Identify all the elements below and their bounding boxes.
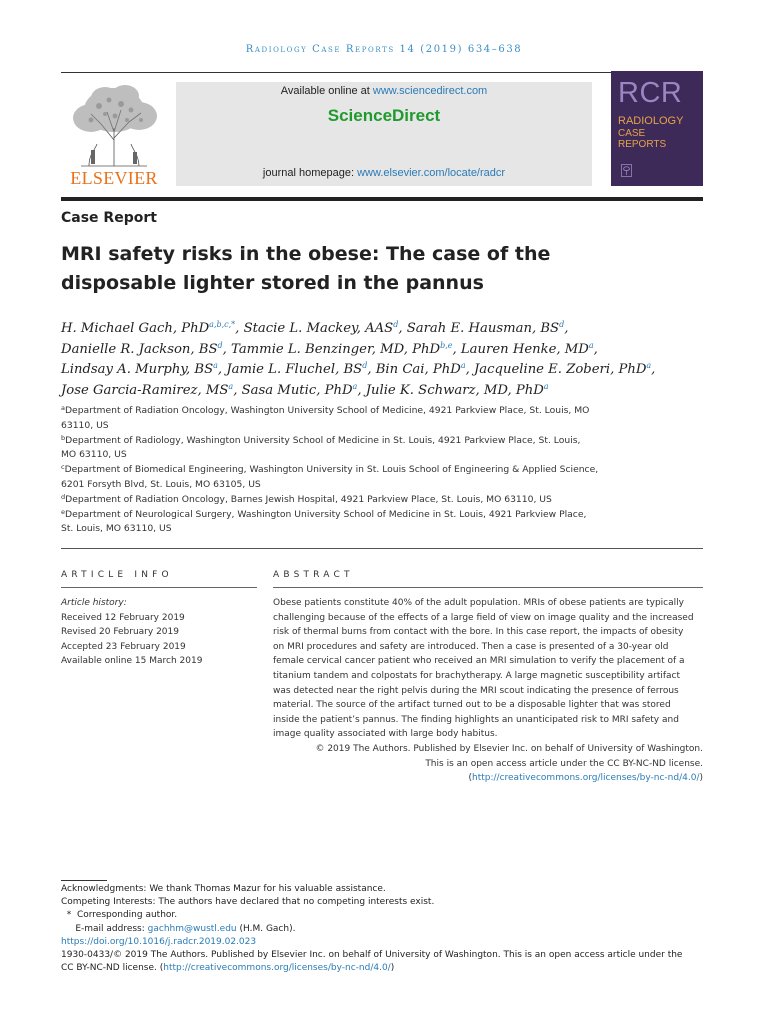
abstract-line: inside the patient’s pannus. The finding highlights an unanticipated risk to MRI safety and: [273, 714, 679, 725]
acknowledgments: Acknowledgments: We thank Thomas Mazur for his valuable assistance.: [61, 884, 386, 894]
issn-line: 1930-0433/© 2019 The Authors. Published by Elsevier Inc. on behalf of University of Washington. This is an open access article under the: [61, 950, 683, 961]
license-paren-close: ): [699, 773, 703, 784]
corresponding-mark: *: [66, 910, 72, 921]
author-separator: ,: [564, 321, 569, 336]
affiliation-line: [61, 493, 621, 508]
article-title-line: MRI safety risks in the obese: The case of the: [61, 243, 551, 265]
abstract-line: image quality associated with large body habitus.: [273, 729, 498, 740]
author-name[interactable]: Jacqueline E. Zoberi, PhD: [473, 362, 647, 377]
journal-homepage-label: journal homepage:: [262, 167, 358, 179]
affiliation-mark: b: [61, 433, 66, 442]
abstract-heading: ABSTRACT: [273, 570, 354, 580]
author-affiliation-marks[interactable]: a: [460, 361, 466, 370]
author-affiliation-marks[interactable]: d: [393, 320, 399, 329]
affiliation-line: [61, 508, 621, 523]
article-info-rule: [61, 587, 257, 588]
author-name[interactable]: Sarah E. Hausman, BS: [406, 321, 560, 336]
copyright-line: This is an open access article under the CC BY-NC-ND license.: [425, 758, 703, 769]
affiliation-text: Department of Radiation Oncology, Barnes Jewish Hospital, 4921 Parkview Place, St. Louis, MO 63110, US: [65, 493, 552, 505]
license-footer-line: [61, 962, 711, 975]
author-line: [61, 381, 711, 402]
affiliation-mark: c: [61, 463, 65, 472]
abstract-line: risk of thermal burns from contact with the bore. In this case report, the impacts of obesity: [273, 627, 684, 638]
journal-cover-title-line: CASE: [618, 128, 646, 139]
author-separator: ,: [217, 362, 227, 377]
abstract-line: material. The source of the artifact turned out to be a disposable lighter that was stored: [273, 700, 671, 711]
license-paren-open: (: [468, 773, 472, 784]
author-separator: ,: [452, 341, 461, 357]
affiliation-text: 6201 Forsyth Blvd, St. Louis, MO 63105, US: [61, 478, 261, 490]
author-affiliation-marks[interactable]: a: [213, 361, 218, 370]
available-online-date: Available online 15 March 2019: [61, 656, 203, 667]
license-link[interactable]: http://creativecommons.org/licenses/by-nc-nd/4.0/: [472, 773, 700, 784]
affiliation-text: Department of Radiation Oncology, Washington University School of Medicine, 4921 Parkview Place, St. Louis, MO: [64, 405, 590, 416]
author-separator: ,: [593, 341, 598, 357]
affiliation-mark: d: [61, 492, 66, 501]
revised-date: Revised 20 February 2019: [61, 627, 179, 638]
affiliation-text: 63110, US: [61, 419, 109, 431]
author-name[interactable]: Tammie L. Benzinger, MD, PhD: [231, 341, 441, 357]
author-affiliation-marks[interactable]: a,b,c,*: [209, 320, 236, 329]
abstract-line: challenging because of the effects of a large field of view on image quality and the increased: [273, 612, 694, 623]
author-name[interactable]: Danielle R. Jackson, BS: [61, 341, 218, 357]
affiliation-text: Department of Radiology, Washington University School of Medicine in St. Louis, 4921 Parkview Place, St. Louis,: [65, 434, 581, 446]
author-separator: ,: [367, 362, 376, 377]
affiliation-line: [61, 404, 621, 419]
footnote-rule: [61, 880, 107, 881]
author-separator: ,: [398, 321, 407, 336]
doi-link[interactable]: https://doi.org/10.1016/j.radcr.2019.02.023: [61, 936, 257, 947]
author-name[interactable]: H. Michael Gach, PhD: [61, 321, 210, 336]
author-line: [61, 319, 711, 340]
abstract-body: [273, 596, 703, 786]
journal-homepage-link[interactable]: www.elsevier.com/locate/radcr: [357, 167, 506, 179]
author-name[interactable]: Julie K. Schwarz, MD, PhD: [365, 382, 544, 398]
author-name[interactable]: Stacie L. Mackey, AAS: [243, 321, 394, 336]
author-separator: ,: [357, 382, 366, 398]
author-name[interactable]: Jamie L. Fluchel, BS: [226, 362, 363, 377]
email-owner: (H.M. Gach).: [236, 923, 296, 934]
received-date: Received 12 February 2019: [61, 612, 185, 623]
sciencedirect-logo[interactable]: ScienceDirect: [327, 106, 441, 125]
abstract-line: titanium tandem and colpostats for brachytherapy. A large magnetic susceptibility artifact: [273, 670, 681, 681]
author-affiliation-marks[interactable]: a: [543, 381, 549, 391]
journal-cover-title-line: RADIOLOGY: [618, 115, 684, 127]
author-separator: ,: [233, 382, 242, 398]
author-affiliation-marks[interactable]: d: [217, 340, 223, 350]
abstract-line: on MRI procedures and safety are introduced. Then a case is presented of a 30-year old: [273, 641, 669, 652]
author-affiliation-marks[interactable]: a: [228, 381, 234, 391]
elsevier-mini-logo: [621, 164, 632, 177]
affiliation-text: Department of Neurological Surgery, Washington University School of Medicine in St. Louis, 4921 Parkview Place,: [65, 508, 587, 520]
article-info-heading: ARTICLE INFO: [61, 570, 173, 580]
affiliation-line: [61, 478, 621, 493]
corresponding-author: [61, 909, 711, 922]
journal-homepage: [176, 167, 592, 179]
affiliation-line: [61, 448, 621, 463]
affiliation-line: [61, 463, 621, 478]
author-name[interactable]: Lindsay A. Murphy, BS: [61, 362, 214, 377]
email-line: [61, 923, 711, 936]
author-name[interactable]: Lauren Henke, MD: [460, 341, 589, 357]
doi-line: [61, 936, 711, 949]
affiliation-list: [61, 404, 621, 537]
header-thick-rule: [61, 197, 703, 201]
top-rule: [61, 72, 703, 73]
author-name[interactable]: Sasa Mutic, PhD: [241, 382, 353, 398]
email-link[interactable]: gachhm@wustl.edu: [147, 923, 237, 934]
author-affiliation-marks[interactable]: a: [352, 381, 358, 391]
email-label: E-mail address:: [75, 923, 148, 934]
section-rule: [61, 548, 703, 549]
author-affiliation-marks[interactable]: d: [559, 320, 565, 329]
competing-interests: Competing Interests: The authors have declared that no competing interests exist.: [61, 897, 435, 908]
affiliation-mark: a: [61, 404, 65, 412]
author-separator: ,: [235, 321, 244, 336]
running-head: Radiology Case Reports 14 (2019) 634–638: [245, 44, 523, 55]
accepted-date: Accepted 23 February 2019: [61, 641, 186, 652]
affiliation-text: Department of Biomedical Engineering, Washington University in St. Louis School of Engineering & Applied Science,: [64, 464, 599, 476]
journal-cover-title-line: REPORTS: [618, 139, 667, 150]
abstract-copyright: [273, 742, 703, 786]
author-affiliation-marks[interactable]: a: [646, 361, 652, 370]
author-affiliation-marks[interactable]: a: [588, 340, 594, 350]
license-footer-suffix: ): [390, 963, 395, 974]
article-type: Case Report: [61, 210, 157, 226]
abstract-line: female cervical cancer patient who received an MRI simulation to verify the placement of a: [273, 656, 685, 667]
affiliation-text: MO 63110, US: [61, 449, 127, 461]
author-separator: ,: [222, 341, 232, 357]
author-line: [61, 340, 711, 361]
author-name[interactable]: Jose Garcia-Ramirez, MS: [61, 382, 229, 398]
sciencedirect-link[interactable]: www.sciencedirect.com: [372, 85, 488, 97]
abstract-rule: [273, 587, 703, 588]
affiliation-text: St. Louis, MO 63110, US: [61, 523, 172, 535]
affiliation-line: [61, 434, 621, 449]
copyright-line: © 2019 The Authors. Published by Elsevier Inc. on behalf of University of Washington.: [315, 743, 703, 754]
article-title: [61, 240, 661, 298]
license-footer-prefix: CC BY-NC-ND license. (: [61, 963, 164, 974]
elsevier-wordmark: ELSEVIER: [70, 168, 158, 188]
author-separator: ,: [651, 362, 656, 377]
article-history: [61, 596, 261, 669]
journal-cover[interactable]: [611, 71, 703, 186]
abstract-paragraph: [273, 596, 703, 742]
affiliation-mark: e: [61, 507, 65, 516]
author-affiliation-marks[interactable]: b,e: [440, 340, 453, 350]
license-line: [273, 771, 703, 786]
author-affiliation-marks[interactable]: d: [362, 361, 368, 370]
affiliation-line: [61, 419, 621, 434]
author-separator: ,: [465, 362, 474, 377]
author-name[interactable]: Bin Cai, PhD: [375, 362, 461, 377]
affiliation-line: [61, 522, 621, 537]
author-line: [61, 360, 711, 381]
journal-cover-abbreviation: RCR: [618, 77, 683, 109]
author-list: [61, 319, 711, 401]
corresponding-label: Corresponding author.: [76, 910, 178, 921]
available-online: [176, 85, 592, 97]
abstract-line: Obese patients constitute 40% of the adult population. MRIs of obese patients are typically: [273, 598, 684, 608]
footnotes: [61, 883, 711, 975]
available-online-label: Available online at: [280, 85, 373, 97]
article-history-label: Article history:: [61, 598, 127, 608]
abstract-line: was detected near the right pelvis during the MRI scout indicating the presence of ferrous: [273, 685, 679, 696]
article-title-line: disposable lighter stored in the pannus: [61, 272, 484, 294]
license-footer-link[interactable]: http://creativecommons.org/licenses/by-nc-nd/4.0/: [163, 963, 391, 974]
